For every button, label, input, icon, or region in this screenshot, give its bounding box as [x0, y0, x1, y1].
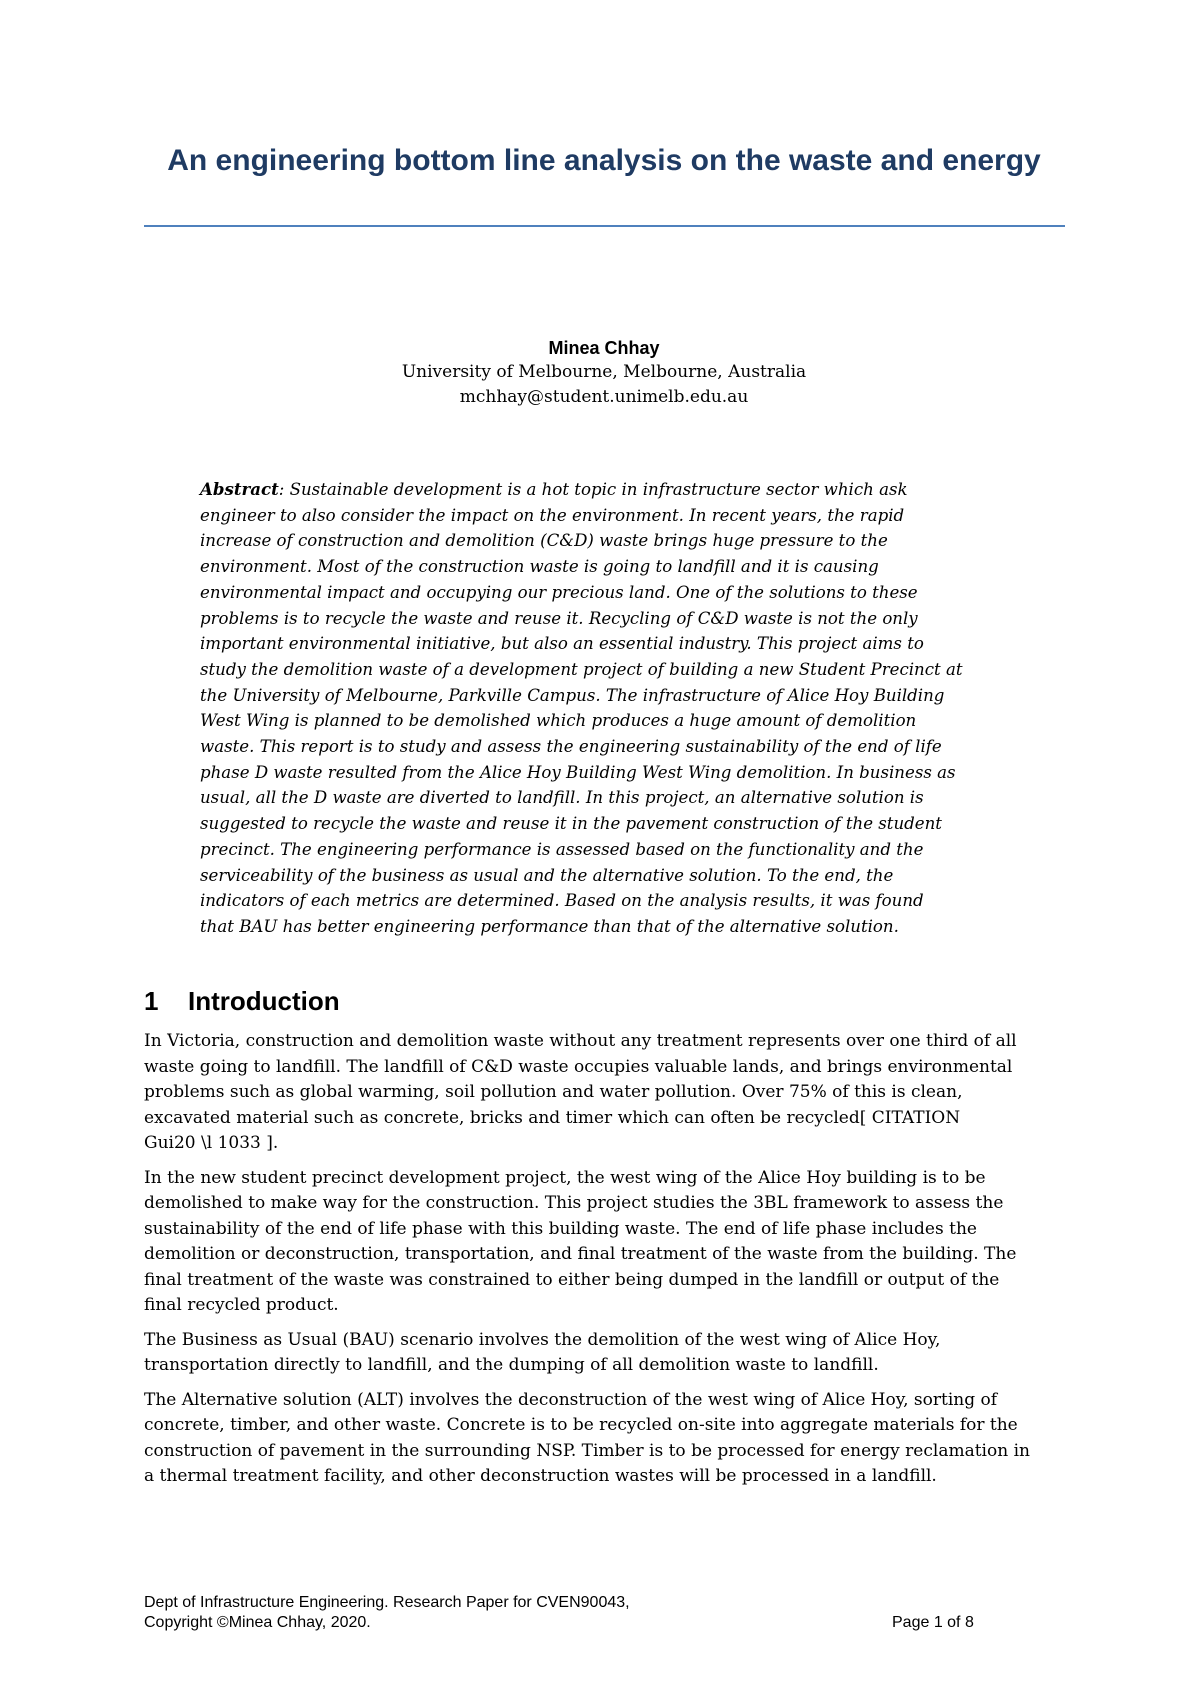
- author-name: Minea Chhay: [548, 338, 660, 358]
- abstract: [200, 477, 1020, 940]
- abstract-text: : Sustainable development is a hot topic in infrastructure sector which ask engineer to also consider the impact on the environment. In recent years, the rapid increase of construction and demolition (C&D) waste brings huge pressure to the environment. Most of the construction waste is going to landfill and it is causing environmental impact and occupying our precious land. One of the solutions to these problems is to recycle the waste and reuse it. Recycling of C&D waste is not the only important environmental initiative, but also an essential industry. This project aims to study the demolition waste of a development project of building a new Student Precinct at the University of Melbourne, Parkville Campus. The infrastructure of Alice Hoy Building West Wing is planned to be demolished which produces a huge amount of demolition waste. This report is to study and assess the engineering sustainability of the end of life phase D waste resulted from the Alice Hoy Building West Wing demolition. In business as usual, all the D waste are diverted to landfill. In this project, an alternative solution is suggested to recycle the waste and reuse it in the pavement construction of the student precinct. The engineering performance is assessed based on the functionality and the serviceability of the business as usual and the alternative solution. To the end, the indicators of each metrics are determined. Based on the analysis results, it was found that BAU has better engineering performance than that of the alternative solution.: [200, 480, 963, 936]
- paper-title: An engineering bottom line analysis on the waste and energy: [167, 144, 1041, 177]
- section-heading: [144, 985, 340, 1017]
- section-number: 1: [144, 986, 159, 1016]
- page-number: Page 1 of 8: [892, 1614, 974, 1631]
- abstract-label: Abstract: [200, 479, 279, 499]
- footer-copyright: Dept of Infrastructure Engineering. Research Paper for CVEN90043, Copyright ©Minea Chhay, 2020.: [144, 1594, 630, 1631]
- author-block: [144, 336, 1064, 410]
- paragraph: In Victoria, construction and demolition waste without any treatment represents over one third of all waste going to landfill. The landfill of C&D waste occupies valuable lands, and brings environmental problems such as global warming, soil pollution and water pollution. Over 75% of this is clean, excavated material such as concrete, bricks and timer which can often be recycled[ CITATION Gui20 \l 1033 ].: [144, 1031, 1017, 1153]
- title-divider: [144, 225, 1065, 227]
- paragraph: The Alternative solution (ALT) involves the deconstruction of the west wing of Alice Hoy, sorting of concrete, timber, and other waste. Concrete is to be recycled on-site into aggregate materials for the construction of pavement in the surrounding NSP. Timber is to be processed for energy reclamation in a thermal treatment facility, and other deconstruction wastes will be processed in a landfill.: [144, 1389, 1030, 1486]
- author-email: mchhay@student.unimelb.edu.au: [459, 387, 749, 407]
- paragraph: In the new student precinct development project, the west wing of the Alice Hoy building is to be demolished to make way for the construction. This project studies the 3BL framework to assess the sustainability of the end of life phase with this building waste. The end of life phase includes the demolition or deconstruction, transportation, and final treatment of the waste from the building. The final treatment of the waste was constrained to either being dumped in the landfill or output of the final recycled product.: [144, 1167, 1017, 1315]
- paragraph: The Business as Usual (BAU) scenario involves the demolition of the west wing of Alice Hoy, transportation directly to landfill, and the dumping of all demolition waste to landfill.: [144, 1329, 941, 1375]
- author-affiliation: University of Melbourne, Melbourne, Australia: [401, 362, 807, 382]
- introduction-body: [144, 1029, 1084, 1499]
- section-title: Introduction: [188, 986, 340, 1016]
